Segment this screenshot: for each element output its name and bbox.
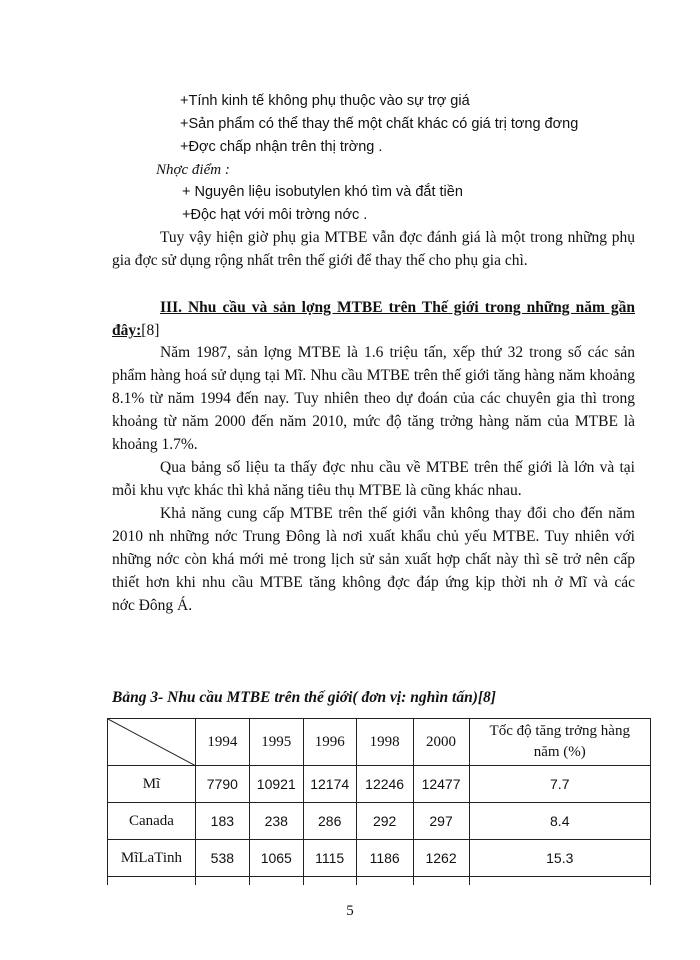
value-cell: 1115 xyxy=(303,840,356,877)
section-heading: III. Nhu cầu và sản lợng MTBE trên Thế giới trong những năm gần xyxy=(160,299,635,316)
table-row-partial xyxy=(108,877,651,885)
region-cell: Canada xyxy=(108,803,196,840)
disadvantage-item: +Độc hạt với môi trờng nớc . xyxy=(182,207,368,223)
paragraph-line: nớc Đông Á. xyxy=(112,597,193,614)
growth-cell: 15.3 xyxy=(469,840,650,877)
section-heading-ref: [8] xyxy=(141,322,160,339)
year-header: 2000 xyxy=(413,719,469,766)
table-corner-cell xyxy=(108,719,196,766)
section-heading-cont xyxy=(112,321,159,341)
value-cell: 538 xyxy=(195,840,249,877)
growth-cell: 7.7 xyxy=(469,766,650,803)
year-header: 1995 xyxy=(249,719,303,766)
growth-header-line: năm (%) xyxy=(533,744,586,760)
empty-cell xyxy=(249,877,303,885)
paragraph-line: 2010 nh những nớc Trung Đông là nơi xuất khẩu chủ yếu MTBE. Tuy nhiên với xyxy=(112,528,635,545)
paragraph-line: Khả năng cung cấp MTBE trên thế giới vẫn không thay đổi cho đến năm xyxy=(160,505,635,522)
value-cell: 1186 xyxy=(356,840,413,877)
paragraph-line: thiết hơn khi nhu cầu MTBE tăng không đợc đáp ứng kịp thời nh ở Mĩ và các xyxy=(112,574,635,591)
paragraph-line: Qua bảng số liệu ta thấy đợc nhu cầu về MTBE trên thế giới là lớn và tại xyxy=(160,459,635,476)
value-cell: 7790 xyxy=(195,766,249,803)
empty-cell xyxy=(303,877,356,885)
empty-cell xyxy=(195,877,249,885)
disadvantage-item: + Nguyên liệu isobutylen khó tìm và đắt tiền xyxy=(182,184,463,200)
empty-cell xyxy=(108,877,196,885)
mtbe-demand-table xyxy=(107,718,651,885)
empty-cell xyxy=(356,877,413,885)
value-cell: 183 xyxy=(195,803,249,840)
advantage-item: +Tính kinh tế không phụ thuộc vào sự trợ giá xyxy=(180,93,470,109)
growth-cell: 8.4 xyxy=(469,803,650,840)
region-cell: Mĩ xyxy=(108,766,196,803)
paragraph-line: phẩm hàng hoá sử dụng tại Mĩ. Nhu cầu MTBE trên thế giới tăng hàng năm khoảng xyxy=(112,367,635,384)
table-header-row xyxy=(108,719,651,766)
table-caption: Bảng 3- Nhu cầu MTBE trên thế giới( đơn vị: nghìn tấn)[8] xyxy=(112,689,496,706)
region-cell: MĩLaTinh xyxy=(108,840,196,877)
paragraph-line: Năm 1987, sản lợng MTBE là 1.6 triệu tấn, xếp thứ 32 trong số các sản xyxy=(160,344,635,361)
paragraph-line: khoảng từ năm 2000 đến năm 2010, mức độ tăng trởng hàng năm của MTBE là xyxy=(112,413,635,430)
section-heading-tail: đây: xyxy=(112,322,142,339)
paragraph-line: mỗi khu vực khác thì khả năng tiêu thụ MTBE là cũng khác nhau. xyxy=(112,482,522,499)
value-cell: 10921 xyxy=(249,766,303,803)
growth-header-line: Tốc độ tăng trởng hàng xyxy=(489,723,630,739)
empty-cell xyxy=(469,877,650,885)
table-row xyxy=(108,766,651,803)
conclusion-line: gia đợc sử dụng rộng nhất trên thế giới để thay thế cho phụ gia chì. xyxy=(112,252,528,269)
empty-cell xyxy=(413,877,469,885)
paragraph-line: 8.1% từ năm 1994 đến nay. Tuy nhiên theo dự đoán của các chuyên gia thì trong xyxy=(112,390,635,407)
table-row xyxy=(108,803,651,840)
paragraph-line: những nớc còn khá mới mẻ trong lịch sử sản xuất hợp chất này thì sẽ trở nên cấp xyxy=(112,551,635,568)
advantage-item: +Sản phẩm có thể thay thế một chất khác có giá trị tơng đơng xyxy=(180,116,579,132)
conclusion-line: Tuy vậy hiện giờ phụ gia MTBE vẫn đợc đánh giá là một trong những phụ xyxy=(160,229,635,246)
growth-header xyxy=(469,719,650,766)
value-cell: 1262 xyxy=(413,840,469,877)
year-header: 1996 xyxy=(303,719,356,766)
value-cell: 297 xyxy=(413,803,469,840)
advantage-item: +Đợc chấp nhận trên thị trờng . xyxy=(180,139,383,155)
year-header: 1994 xyxy=(195,719,249,766)
value-cell: 12477 xyxy=(413,766,469,803)
page-number: 5 xyxy=(346,903,354,919)
value-cell: 286 xyxy=(303,803,356,840)
paragraph-line: khoảng 1.7%. xyxy=(112,436,198,453)
value-cell: 1065 xyxy=(249,840,303,877)
diagonal-divider xyxy=(108,719,196,766)
value-cell: 238 xyxy=(249,803,303,840)
value-cell: 292 xyxy=(356,803,413,840)
year-header: 1998 xyxy=(356,719,413,766)
table-row xyxy=(108,840,651,877)
value-cell: 12174 xyxy=(303,766,356,803)
disadvantages-heading: Nhợc điểm : xyxy=(156,162,230,178)
value-cell: 12246 xyxy=(356,766,413,803)
